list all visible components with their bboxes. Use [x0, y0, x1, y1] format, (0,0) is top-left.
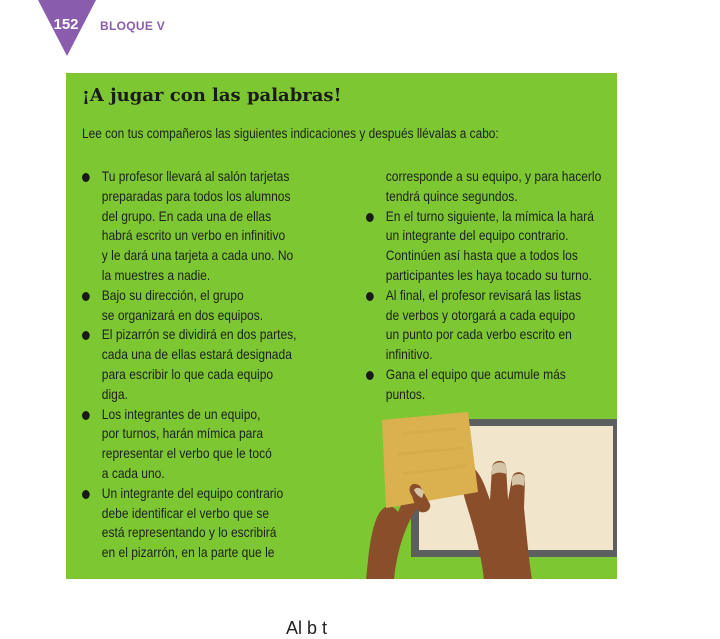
list-item — [82, 286, 297, 326]
list-line: preparadas para todos los alumnos — [101, 187, 291, 204]
activity-box — [66, 73, 617, 579]
bullet-icon — [366, 371, 374, 380]
list-item — [82, 325, 297, 404]
activity-intro: Lee con tus compañeros las siguientes indicaciones y después llévalas a cabo: — [82, 126, 499, 141]
list-line: participantes les haya tocado su turno. — [385, 266, 592, 283]
list-line: en el pizarrón, en la parte que le — [101, 544, 275, 561]
list-line: tendrá quince segundos. — [385, 187, 518, 204]
list-line: El pizarrón se dividirá en dos partes, — [101, 326, 297, 343]
bullet-icon — [82, 411, 90, 420]
list-line: representar el verbo que le tocó — [101, 445, 272, 462]
bullet-icon — [366, 213, 374, 222]
list-line: Tu profesor llevará al salón tarjetas — [101, 168, 290, 184]
list-item — [366, 286, 601, 365]
bullet-icon — [366, 292, 374, 301]
list-line: y le dará una tarjeta a cada uno. No — [101, 247, 294, 264]
list-line: Un integrante del equipo contrario — [101, 484, 284, 501]
activity-title: ¡A jugar con las palabras! — [82, 85, 342, 106]
list-line: se organizará en dos equipos. — [101, 306, 264, 323]
list-line: infinitivo. — [385, 346, 433, 363]
list-item-continuation — [366, 167, 601, 207]
bullet-icon — [82, 173, 90, 182]
list-line: está representando y lo escribirá — [101, 524, 277, 541]
list-item — [82, 167, 297, 286]
page-number: 152 — [53, 16, 79, 33]
instructions-left — [82, 167, 297, 563]
list-line: Continúen así hasta que a todos los — [385, 247, 578, 264]
list-line: de verbos y otorgará a cada equipo — [385, 306, 576, 323]
list-line: debe identificar el verbo que se — [101, 504, 270, 521]
list-line: Al final, el profesor revisará las listas — [385, 286, 582, 303]
footer-partial-text: Al b t — [286, 618, 328, 638]
list-line: corresponde a su equipo, y para hacerlo — [385, 168, 602, 184]
list-line: cada una de ellas estará designada — [101, 346, 292, 363]
instructions-right — [366, 167, 601, 405]
bullet-icon — [82, 331, 90, 340]
list-line: habrá escrito un verbo en infinitivo — [101, 227, 286, 244]
list-line: diga. — [101, 385, 128, 402]
list-line: Los integrantes de un equipo, — [101, 405, 261, 422]
list-line: a cada uno. — [101, 464, 165, 481]
list-line: Bajo su dirección, el grupo — [101, 286, 244, 303]
list-item — [82, 405, 297, 484]
list-line: para escribir lo que cada equipo — [101, 365, 274, 382]
card-and-board-illustration — [306, 408, 617, 579]
verb-card-image — [382, 412, 478, 508]
list-line: En el turno siguiente, la mímica la hará — [385, 207, 594, 224]
list-item — [366, 207, 601, 286]
list-item — [366, 365, 601, 405]
list-line: por turnos, harán mímica para — [101, 425, 264, 442]
section-label: BLOQUE V — [100, 19, 166, 33]
list-line: la muestres a nadie. — [101, 266, 211, 283]
bullet-icon — [82, 490, 90, 499]
list-line: un integrante del equipo contrario. — [385, 227, 569, 244]
list-item — [82, 484, 297, 563]
list-line: del grupo. En cada una de ellas — [101, 207, 272, 224]
list-line: Gana el equipo que acumule más — [385, 365, 566, 382]
list-line: un punto por cada verbo escrito en — [385, 326, 572, 343]
bullet-icon — [82, 292, 90, 301]
list-line: puntos. — [385, 385, 426, 402]
